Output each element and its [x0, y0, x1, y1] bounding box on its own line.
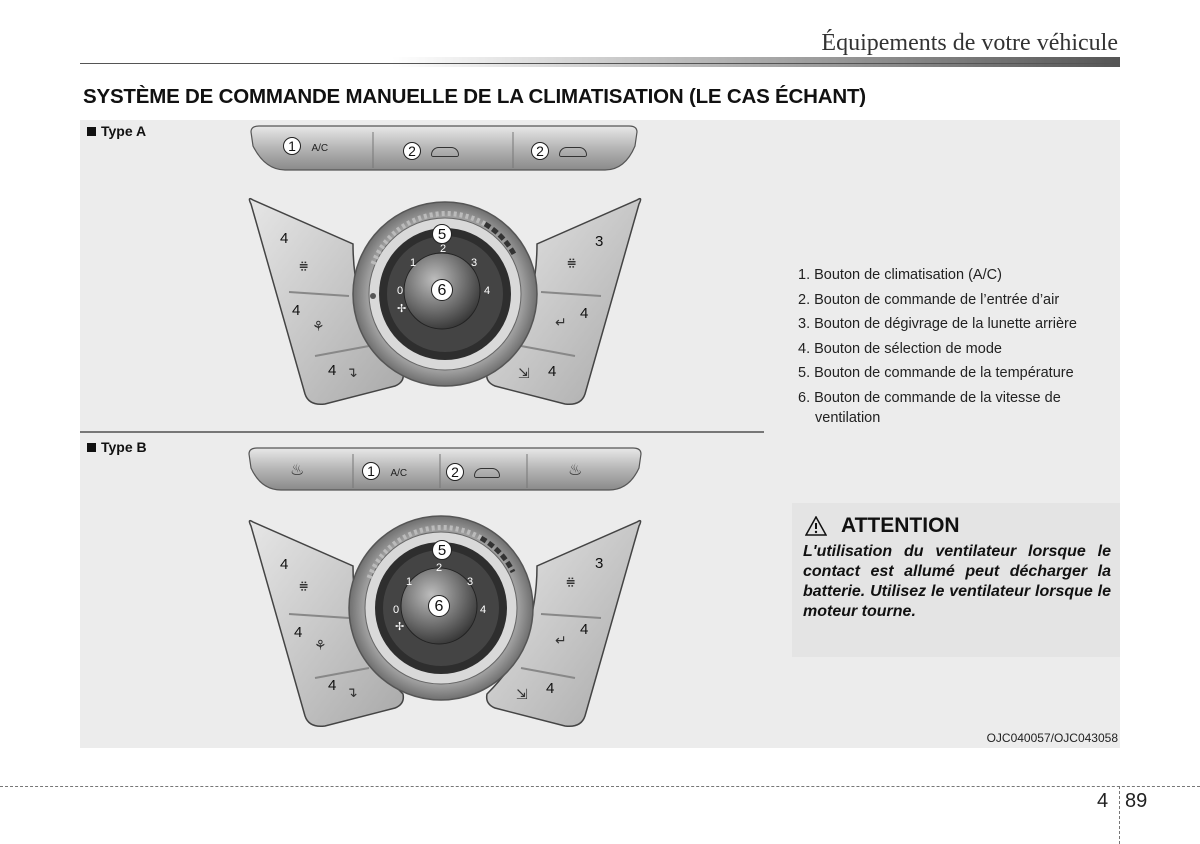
scale-0-b: 0 [393, 604, 400, 616]
scale-2-a: 2 [440, 243, 447, 255]
warning-triangle-icon [805, 516, 827, 536]
list-item: 1. Bouton de climatisation (A/C) [798, 267, 1002, 283]
attention-text: L'utilisation du ventilateur lorsque le contact est allumé peut décharger la batterie. Utilisez le ventilateur lorsque le moteur tourne. [803, 543, 1111, 620]
legend-list [798, 265, 1118, 432]
bilevel-vent-icon: ⇲ [516, 686, 528, 702]
floor-vent-icon: ↴ [346, 364, 358, 380]
type-a-label: Type A [87, 123, 146, 139]
callout-4-left-bot-b[interactable]: 4 [328, 677, 337, 694]
defrost-floor-icon: ⚘ [314, 637, 327, 653]
type-b-button-recirculation[interactable] [446, 463, 526, 483]
scale-4-a: 4 [484, 285, 491, 297]
callout-6-b[interactable]: 6 [428, 595, 450, 617]
callout-2b: 2 [531, 142, 549, 160]
scale-0-a: 0 [397, 285, 404, 297]
header-section-title: Équipements de votre véhicule [821, 30, 1118, 56]
callout-4-right-bot-b[interactable]: 4 [546, 680, 555, 697]
header-rule [80, 57, 1120, 67]
type-b-button-seat-heat-right[interactable] [568, 460, 582, 480]
callout-4-left-top-a[interactable]: 4 [280, 230, 289, 247]
type-a-button-1[interactable] [283, 137, 363, 157]
footer-vertical-dash [1119, 786, 1120, 844]
scale-2-b: 2 [436, 562, 443, 574]
footer-dashed-line [0, 786, 1200, 787]
callout-1: 1 [283, 137, 301, 155]
page-title: SYSTÈME DE COMMANDE MANUELLE DE LA CLIMATISATION (LE CAS ÉCHANT) [83, 85, 866, 108]
fan-icon: ✢ [397, 303, 407, 315]
scale-1-a: 1 [410, 257, 417, 269]
callout-1-b: 1 [362, 462, 380, 480]
floor-vent-icon: ↴ [346, 684, 358, 700]
type-a-button-fresh-air[interactable] [531, 142, 621, 162]
page-number: 89 [1125, 790, 1148, 812]
attention-title: ATTENTION [841, 514, 960, 537]
type-b-label: Type B [87, 439, 147, 455]
callout-5-b: 5 [432, 540, 452, 560]
scale-4-b: 4 [480, 604, 487, 616]
list-item: 5. Bouton de commande de la température [798, 365, 1074, 381]
chapter-number: 4 [1097, 790, 1109, 812]
list-item: 4. Bouton de sélection de mode [798, 340, 1002, 357]
rear-window-defrost-icon: ⩷ [567, 254, 577, 271]
callout-6-a[interactable]: 6 [431, 279, 453, 301]
callout-4-right-mid-a[interactable]: 4 [580, 305, 589, 322]
callout-4-left-mid-a[interactable]: 4 [292, 302, 301, 319]
fan-icon: ✢ [395, 621, 405, 633]
attention-header [805, 514, 960, 538]
bullet-square-icon [87, 127, 96, 136]
list-item: 6. Bouton de commande de la vitesse de ventilation [798, 389, 1061, 426]
panel-divider [80, 431, 764, 433]
scale-1-b: 1 [406, 576, 413, 588]
recirculation-icon [474, 468, 500, 478]
rear-window-defrost-icon: ⩷ [566, 573, 576, 590]
type-b-button-1[interactable] [362, 462, 442, 482]
rear-defrost-icon: ⩷ [299, 577, 309, 594]
fresh-air-icon [559, 147, 587, 157]
ac-label-b: A/C [390, 468, 408, 479]
rear-defrost-icon: ⩷ [299, 257, 309, 274]
face-vent-icon: ↵ [555, 632, 567, 648]
bullet-square-icon [87, 443, 96, 452]
bilevel-vent-icon: ⇲ [518, 365, 530, 381]
callout-4-left-bot-a[interactable]: 4 [328, 362, 337, 379]
face-vent-icon: ↵ [555, 314, 567, 330]
type-b-button-seat-heat-left[interactable] [290, 460, 304, 480]
defrost-floor-icon: ⚘ [312, 318, 325, 334]
seat-heater-icon: ♨ [290, 462, 305, 479]
callout-3-a[interactable]: 3 [595, 233, 604, 250]
type-a-button-recirculation[interactable] [403, 142, 493, 162]
scale-3-b: 3 [467, 576, 474, 588]
callout-4-right-bot-a[interactable]: 4 [548, 363, 557, 380]
seat-heater-icon: ♨ [568, 462, 583, 479]
list-item: 3. Bouton de dégivrage de la lunette arrière [798, 316, 1077, 332]
scale-3-a: 3 [471, 257, 478, 269]
callout-2: 2 [403, 142, 421, 160]
callout-2-b: 2 [446, 463, 464, 481]
list-item: 2. Bouton de commande de l’entrée d’air [798, 291, 1060, 308]
callout-3-b[interactable]: 3 [595, 555, 604, 572]
callout-4-left-top-b[interactable]: 4 [280, 556, 289, 573]
callout-4-left-mid-b[interactable]: 4 [294, 624, 303, 641]
callout-5-a: 5 [432, 224, 452, 244]
ac-label: A/C [311, 143, 329, 154]
callout-4-right-mid-b[interactable]: 4 [580, 621, 589, 638]
recirculation-icon [431, 147, 459, 157]
figure-caption: OJC040057/OJC043058 [986, 731, 1118, 745]
